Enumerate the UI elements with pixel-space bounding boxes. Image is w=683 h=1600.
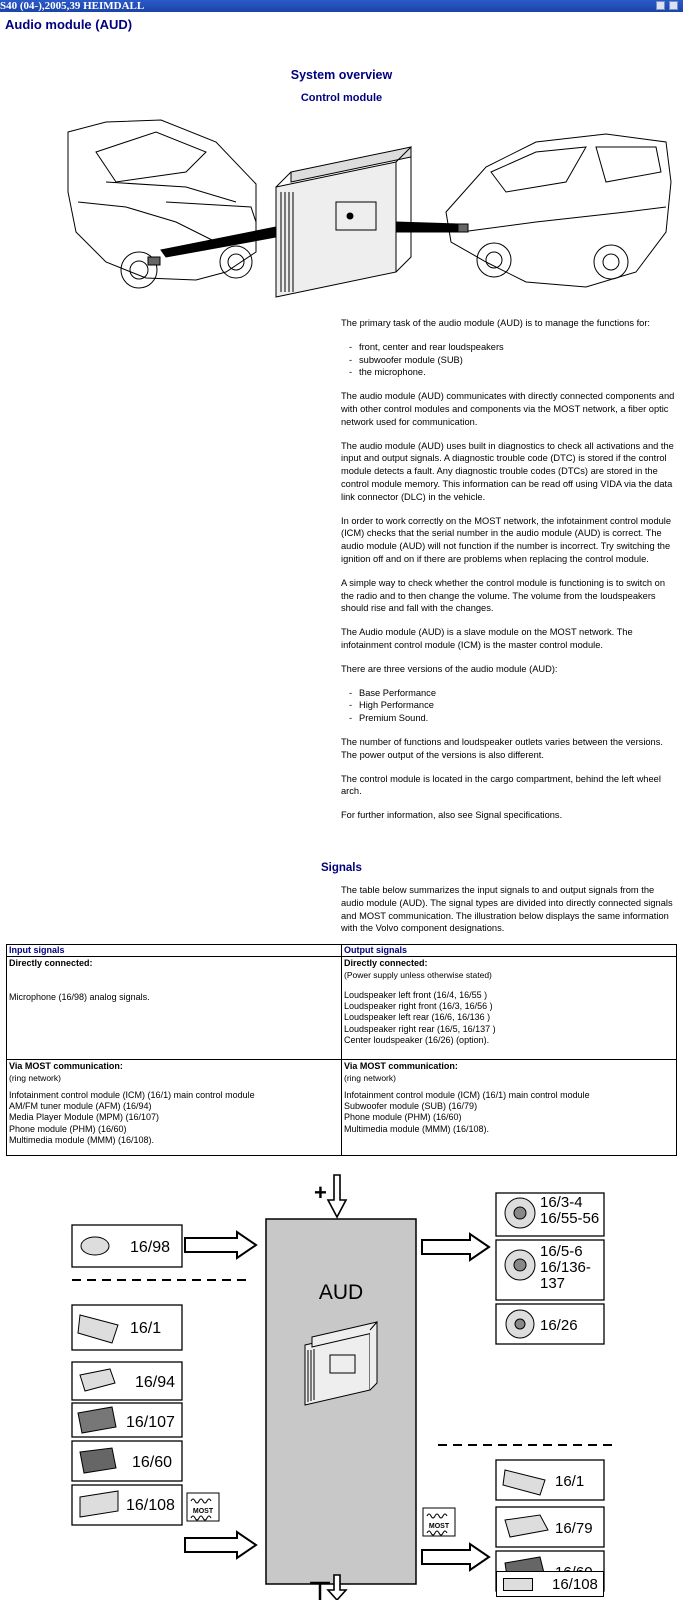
table-row: Infotainment control module (ICM) (16/1) main control module xyxy=(9,1089,255,1100)
signals-intro: The table below summarizes the input signals to and output signals from the audio module (AUD). The signal types are divided into directly connected signals and MOST communication. The illustration below displays the same information with the Volvo component designations. xyxy=(341,885,673,934)
ring-note: (ring network) xyxy=(344,1072,396,1083)
power-arrow-icon xyxy=(328,1175,346,1217)
table-row: Loudspeaker left front (16/4, 16/55 ) xyxy=(344,989,488,1000)
svg-text:16/60: 16/60 xyxy=(132,1454,173,1471)
document-title: Audio module (AUD) xyxy=(5,17,133,32)
table-row: Multimedia module (MMM) (16/108). xyxy=(9,1135,155,1146)
most-label: Via MOST communication: xyxy=(344,1061,458,1072)
direct-label: Directly connected: xyxy=(9,958,93,969)
output-label: 16/108 xyxy=(552,1576,598,1593)
svg-text:16/55-56: 16/55-56 xyxy=(540,1210,600,1227)
svg-text:16/1: 16/1 xyxy=(130,1320,162,1337)
input-arrow-icon xyxy=(185,1532,256,1558)
phone-module-icon xyxy=(80,1448,116,1473)
power-note: (Power supply unless otherwise stated) xyxy=(344,969,492,980)
svg-text:16/79: 16/79 xyxy=(555,1520,593,1537)
aud-label: AUD xyxy=(318,1281,364,1304)
table-row: Phone module (PHM) (16/60) xyxy=(344,1112,462,1123)
svg-text:16/3-4: 16/3-4 xyxy=(540,1194,583,1211)
paragraph: The control module is located in the cargo compartment, behind the left wheel arch. xyxy=(341,773,661,797)
input-signals-header: Input signals xyxy=(7,945,342,957)
list-item: - Premium Sound. xyxy=(341,712,676,725)
table-row: Loudspeaker right front (16/3, 16/56 ) xyxy=(344,1001,493,1012)
paragraph: The audio module (AUD) communicates with directly connected components and with other control modules and components via the MOST network, a fiber optic network used for communication. xyxy=(341,391,675,427)
paragraph: The number of functions and loudspeaker outlets varies between the versions. The power output of the versions is also different. xyxy=(341,736,663,760)
list-item: - Base Performance xyxy=(341,687,676,700)
section-heading: System overview xyxy=(290,68,393,82)
mmm-out-box xyxy=(496,1571,604,1597)
ground-icon xyxy=(310,1583,330,1600)
most-input-cell xyxy=(7,1060,342,1156)
window-titlebar xyxy=(0,0,683,12)
list-item: - front, center and rear loudspeakers xyxy=(341,341,676,354)
close-button[interactable] xyxy=(669,1,678,10)
input-arrow-icon xyxy=(185,1232,256,1258)
aud-box xyxy=(266,1219,416,1584)
vehicle-location-illustration xyxy=(66,112,678,302)
window-title: S40 (04-),2005,39 HEIMDALL xyxy=(0,0,145,12)
ring-note: (ring network) xyxy=(9,1072,61,1083)
versions-list xyxy=(341,687,676,725)
svg-text:16/26: 16/26 xyxy=(540,1317,578,1334)
signals-table xyxy=(6,944,677,1156)
svg-text:16/108: 16/108 xyxy=(126,1497,175,1514)
overview-text xyxy=(341,317,676,822)
table-row: Phone module (PHM) (16/60) xyxy=(9,1123,127,1134)
svg-text:16/136-: 16/136- xyxy=(540,1259,591,1276)
table-row: Loudspeaker left rear (16/6, 16/136 ) xyxy=(344,1012,491,1023)
section-subheading: Control module xyxy=(300,92,383,104)
plus-sign: + xyxy=(314,1180,327,1205)
list-item: - subwoofer module (SUB) xyxy=(341,354,676,367)
most-label: Via MOST communication: xyxy=(9,1061,123,1072)
svg-text:MOST: MOST xyxy=(428,1523,450,1530)
svg-text:16/98: 16/98 xyxy=(130,1239,171,1256)
multimedia-icon xyxy=(503,1578,533,1591)
table-row: Subwoofer module (SUB) (16/79) xyxy=(344,1101,478,1112)
signal-specs-paragraph: For further information, also see Signal specifications. xyxy=(341,810,563,821)
list-item: - High Performance xyxy=(341,699,676,712)
svg-text:MOST: MOST xyxy=(192,1508,214,1515)
direct-output-cell xyxy=(342,957,677,1060)
output-arrow-icon xyxy=(422,1544,489,1570)
most-output-cell xyxy=(342,1060,677,1156)
minimize-button[interactable] xyxy=(656,1,665,10)
signal-diagram xyxy=(0,1165,683,1600)
microphone-icon xyxy=(81,1237,109,1255)
paragraph: The audio module (AUD) uses built in diagnostics to check all activations and the input and output signals. A diagnostic trouble code (DTC) is stored if the control module detects a fault. Any diagnostic trouble codes (DTCs) are stored in the control module memory. This information can be read off using VIDA via the data link connector (DLC) in the vehicle. xyxy=(341,440,674,502)
svg-text:16/1: 16/1 xyxy=(555,1473,585,1490)
paragraph: A simple way to check whether the control module is functioning is to switch on the radio and to then change the volume. The volume from the loudspeakers should rise and fall with the changes. xyxy=(341,577,666,614)
table-row: Multimedia module (MMM) (16/108). xyxy=(344,1123,490,1134)
intro-paragraph: The primary task of the audio module (AUD) is to manage the functions for: xyxy=(341,318,651,328)
paragraph: The Audio module (AUD) is a slave module on the MOST network. The infotainment control module (ICM) is the master control module. xyxy=(341,627,633,650)
table-row: Infotainment control module (ICM) (16/1) main control module xyxy=(344,1089,590,1100)
svg-text:137: 137 xyxy=(540,1275,566,1292)
output-arrow-icon xyxy=(422,1234,489,1260)
svg-text:16/5-6: 16/5-6 xyxy=(540,1243,583,1260)
table-row: Media Player Module (MPM) (16/107) xyxy=(9,1112,160,1123)
list-item: - the microphone. xyxy=(341,366,676,379)
functions-list xyxy=(341,341,676,379)
direct-input-cell xyxy=(7,957,342,1060)
output-signals-header: Output signals xyxy=(342,945,677,957)
signals-heading: Signals xyxy=(321,862,362,874)
paragraph: In order to work correctly on the MOST network, the infotainment control module (ICM) checks that the serial number in the audio module (AUD) is correct. The audio module (AUD) will not function if the number is incorrect. Try switching the ignition off and on if there are problems when replacing the control module. xyxy=(341,515,672,564)
paragraph: There are three versions of the audio module (AUD): xyxy=(341,663,558,674)
table-row: AM/FM tuner module (AFM) (16/94) xyxy=(9,1101,152,1112)
svg-text:16/94: 16/94 xyxy=(135,1374,176,1391)
direct-label: Directly connected: xyxy=(344,958,428,969)
table-row: Loudspeaker right rear (16/5, 16/137 ) xyxy=(344,1023,496,1034)
svg-text:16/107: 16/107 xyxy=(126,1414,175,1431)
table-row: Center loudspeaker (16/26) (option). xyxy=(344,1035,490,1046)
most-badge-icon xyxy=(187,1493,219,1521)
table-row: Microphone (16/98) analog signals. xyxy=(9,991,150,1002)
most-badge-icon xyxy=(423,1508,455,1536)
